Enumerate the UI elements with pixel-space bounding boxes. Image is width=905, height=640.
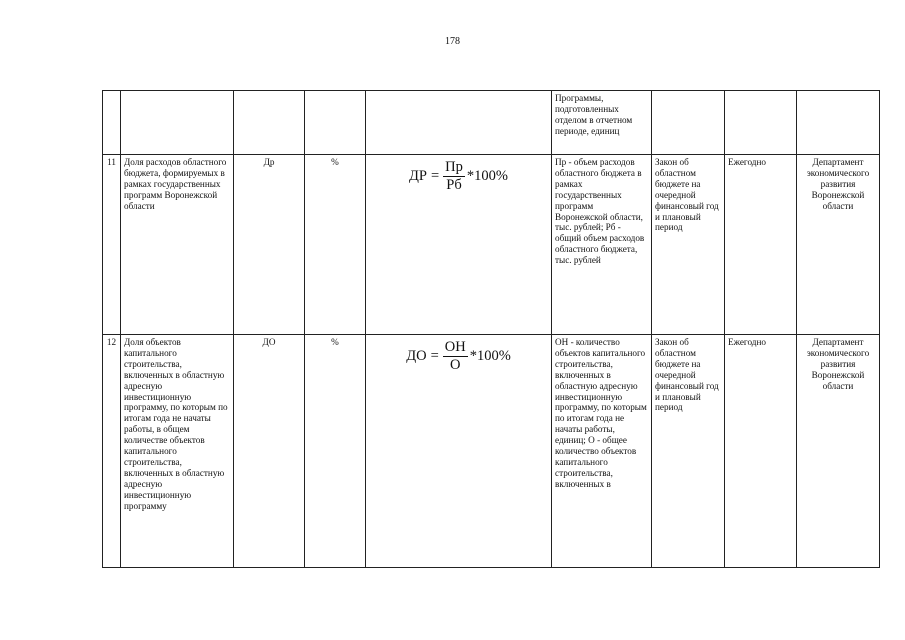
cell-symbol: Др bbox=[234, 155, 305, 335]
indicator-table bbox=[102, 90, 880, 568]
formula-lhs: ДО bbox=[406, 348, 427, 364]
page-number: 178 bbox=[445, 36, 460, 47]
cell-responsible bbox=[797, 91, 880, 155]
cell-formula bbox=[366, 155, 552, 335]
cell-unit: % bbox=[305, 155, 366, 335]
formula bbox=[369, 160, 548, 193]
cell-source bbox=[652, 91, 725, 155]
cell-responsible: Департамент экономического развития Воронежской области bbox=[797, 155, 880, 335]
formula-suffix: *100% bbox=[466, 168, 508, 184]
formula-lhs: ДР bbox=[409, 168, 427, 184]
cell-description: ОН - количество объектов капитального строительства, включенных в областную адресную инвестиционную программу, по которым по итогам года не начаты работы, единиц; О - общее количество объектов капитального строительства, включенных в bbox=[552, 335, 652, 568]
table-row-continuation bbox=[103, 91, 880, 155]
formula-numerator: ОН bbox=[444, 339, 466, 355]
formula-denominator: Рб bbox=[446, 177, 462, 193]
cell-symbol: ДО bbox=[234, 335, 305, 568]
cell-responsible: Департамент экономического развития Воронежской области bbox=[797, 335, 880, 568]
cell-unit: % bbox=[305, 335, 366, 568]
cell-source: Закон об областном бюджете на очередной финансовый год и плановый период bbox=[652, 155, 725, 335]
cell-num: 11 bbox=[103, 155, 121, 335]
cell-name bbox=[121, 91, 234, 155]
cell-source: Закон об областном бюджете на очередной финансовый год и плановый период bbox=[652, 335, 725, 568]
cell-description: Программы, подготовленных отделом в отчетном периоде, единиц bbox=[552, 91, 652, 155]
formula-numerator: Пр bbox=[445, 159, 463, 175]
formula-fraction bbox=[443, 340, 468, 373]
cell-name: Доля расходов областного бюджета, формируемых в рамках государственных программ Воронежской области bbox=[121, 155, 234, 335]
table-row bbox=[103, 155, 880, 335]
table-row bbox=[103, 335, 880, 568]
formula-denominator: О bbox=[449, 357, 461, 373]
cell-frequency: Ежегодно bbox=[725, 155, 797, 335]
cell-num bbox=[103, 91, 121, 155]
formula-equals: = bbox=[430, 168, 440, 184]
cell-formula bbox=[366, 335, 552, 568]
cell-symbol bbox=[234, 91, 305, 155]
cell-name: Доля объектов капитального строительства, включенных в областную адресную инвестиционную программу, по которым по итогам года не начаты работы, в общем количестве объектов капитального строительства, включенных в областную адресную инвестиционную программу bbox=[121, 335, 234, 568]
formula-fraction bbox=[443, 160, 465, 193]
formula-suffix: *100% bbox=[469, 348, 511, 364]
formula-equals: = bbox=[430, 348, 439, 364]
cell-frequency: Ежегодно bbox=[725, 335, 797, 568]
cell-description: Пр - объем расходов областного бюджета в рамках государственных программ Воронежской области, тыс. рублей; Рб - общий объем расходов областного бюджета, тыс. рублей bbox=[552, 155, 652, 335]
cell-formula bbox=[366, 91, 552, 155]
cell-frequency bbox=[725, 91, 797, 155]
cell-num: 12 bbox=[103, 335, 121, 568]
formula bbox=[369, 340, 548, 373]
cell-unit bbox=[305, 91, 366, 155]
